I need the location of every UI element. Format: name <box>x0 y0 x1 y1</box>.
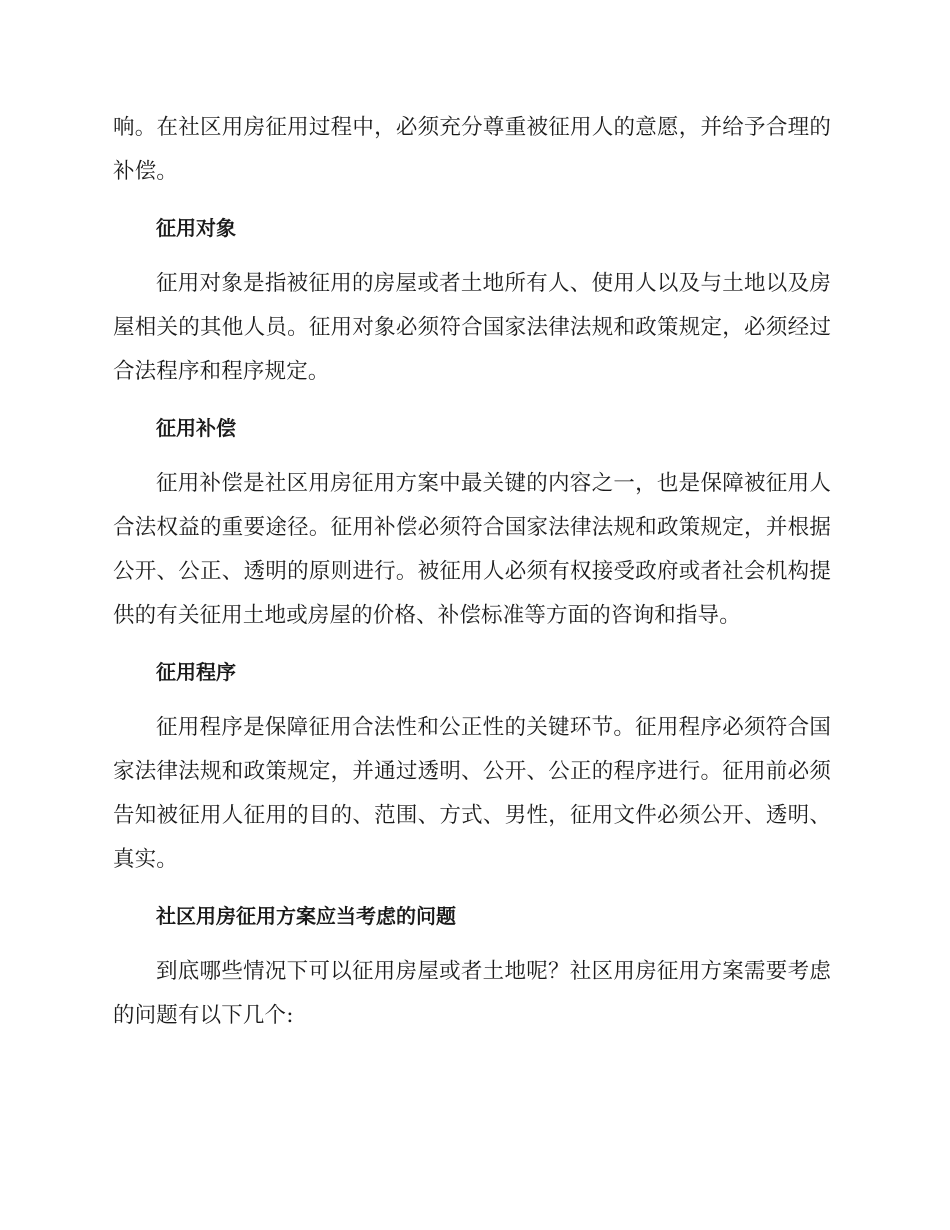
paragraph-procedure: 征用程序是保障征用合法性和公正性的关键环节。征用程序必须符合国家法律法规和政策规定，并通过透明、公开、公正的程序进行。征用前必须告知被征用人征用的目的、范围、方式、男性，征用文件必须公开、透明、真实。 <box>113 715 831 872</box>
paragraph-objects: 征用对象是指被征用的房屋或者土地所有人、使用人以及与土地以及房屋相关的其他人员。征用对象必须符合国家法律法规和政策规定，必须经过合法程序和程序规定。 <box>113 271 831 384</box>
document-body <box>113 106 831 1038</box>
section-heading-compensation: 征用补偿 <box>156 416 236 440</box>
section-heading-procedure: 征用程序 <box>156 660 236 684</box>
paragraph-issues: 到底哪些情况下可以征用房屋或者土地呢？社区用房征用方案需要考虑的问题有以下几个: <box>113 959 831 1028</box>
section-heading-issues: 社区用房征用方案应当考虑的问题 <box>156 904 456 928</box>
paragraph-compensation: 征用补偿是社区用房征用方案中最关键的内容之一，也是保障被征用人合法权益的重要途径。征用补偿必须符合国家法律法规和政策规定，并根据公开、公正、透明的原则进行。被征用人必须有权接受政府或者社会机构提供的有关征用土地或房屋的价格、补偿标准等方面的咨询和指导。 <box>113 471 831 628</box>
section-heading-objects: 征用对象 <box>156 216 236 240</box>
paragraph-continuation: 响。在社区用房征用过程中，必须充分尊重被征用人的意愿，并给予合理的补偿。 <box>113 115 831 184</box>
